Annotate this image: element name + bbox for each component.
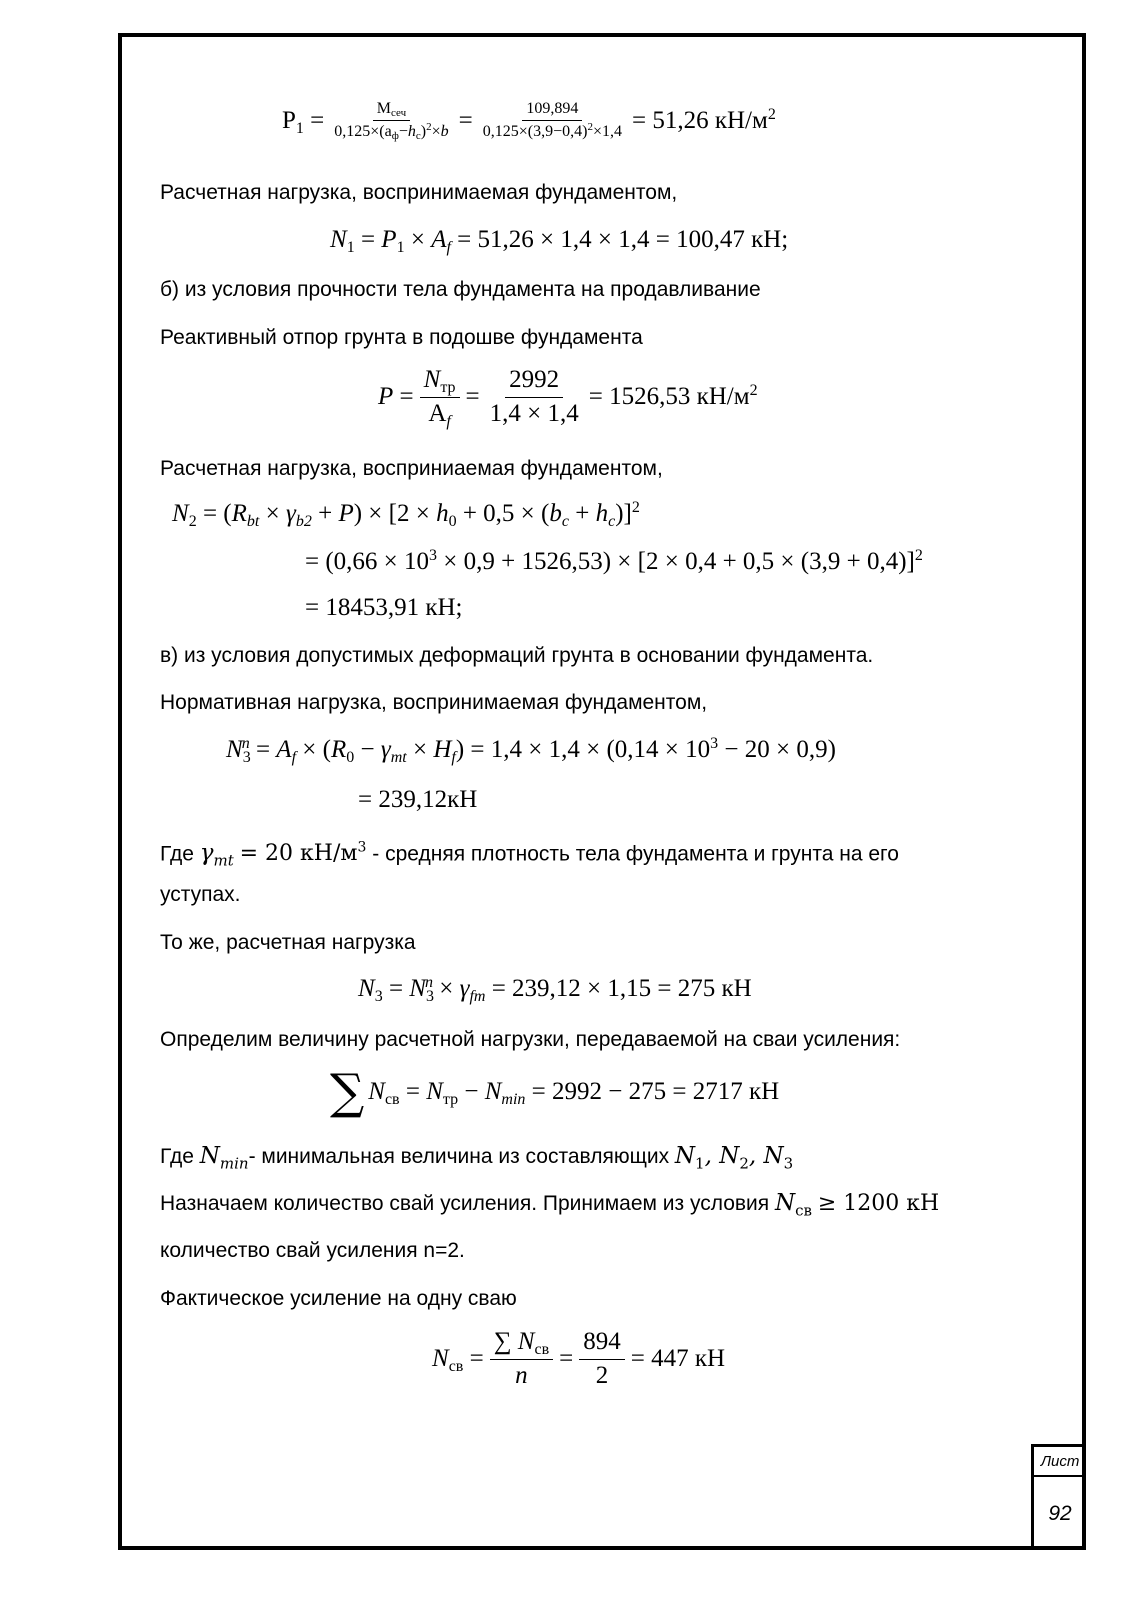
text-p3: Реактивный отпор грунта в подошве фундамента [160,326,643,349]
equation-n3n-line2: = 239,12кН [358,786,478,813]
equation-n3: $N_3 = N_3^n \times \gamma_{fm} = 239,12 \times 1,15 = 275$ кН [358,974,752,1005]
page-frame [118,33,1086,1550]
equation-n2-line3: = 18453,91 кН; [305,594,463,621]
equation-sum-ncv: ∑ $N_{св} = N_{тр} - N_{min} = 2992 - 275 = 2717$ кН [330,1064,780,1120]
text-p6: Нормативная нагрузка, воспринимаемая фундаментом, [160,691,708,714]
text-p8: уступах. [160,883,241,906]
equation-n1: $N_1 = P_1 \times A_f = 51,26 \times 1,4 \times 1,4 = 100,47$ кН; [330,226,789,256]
text-p11: Где $N_{min}-$ минимальная величина из составляющих $N_1$, $N_2$, $N_3$ [160,1143,794,1173]
sheet-stamp [1031,1444,1086,1550]
equation-p: P = $\frac{N_{тр}}{A_f}$ = $\frac{2992}{1,4 \times 1,4}$ = 1526,53 $кН/м^2$ [378,366,758,430]
text-p7: Где $\gamma_{mt} = 20$ $кН/м^3$ - средняя плотность тела фундамента и грунта на его [160,840,899,870]
text-p10: Определим величину расчетной нагрузки, передаваемой на сваи усиления: [160,1028,901,1051]
text-p12: Назначаем количество свай усиления. Принимаем из условия $N_{св} \ge 1200$ кН [160,1190,940,1220]
equation-n2-line1: $N_2 = (R_{bt} \times \gamma_{b2} + P) \times [2 \times h_0 + 0,5 \times (b_c + h_c)]^2$ [172,499,640,530]
text-p1: Расчетная нагрузка, воспринимаемая фундаментом, [160,181,678,204]
text-p13: количество свай усиления n=2. [160,1239,465,1262]
text-p2: б) из условия прочности тела фундамента на продавливание [160,278,761,301]
sheet-label: Лист [1034,1447,1086,1477]
text-p4: Расчетная нагрузка, восприниаемая фундаментом, [160,457,663,480]
equation-n3n-line1: $N_3^n = A_f \times (R_0 - \gamma_{mt} \times H_f) = 1,4 \times 1,4 \times (0,14 \times 10^3 - 20 \times 0,9)$ [226,735,836,766]
text-p5: в) из условия допустимых деформаций грунта в основании фундамента. [160,644,874,667]
text-p9: То же, расчетная нагрузка [160,931,416,954]
sheet-number: 92 [1048,1502,1072,1525]
text-p14: Фактическое усиление на одну сваю [160,1287,517,1310]
equation-p1: $P_1$ = $\frac{М_{сеч}}{0,125\times(а_ф-h_c)^2\times b}$ = $\frac{109,894}{0,125\times(3,9-0,4)^2\times 1,4}$ = 51,26 $кН/м^2$ [282,100,776,143]
equation-ncv: $N_{св}$ = $\frac{\sum N_{св}}{n}$ = $\frac{894}{2}$ = 447 кН [432,1328,726,1389]
equation-n2-line2: = $(0,66 \times 10^3 \times 0,9 + 1526,53) \times [2 \times 0,4 + 0,5 \times (3,9 + 0,4)]^2$ [305,547,923,575]
